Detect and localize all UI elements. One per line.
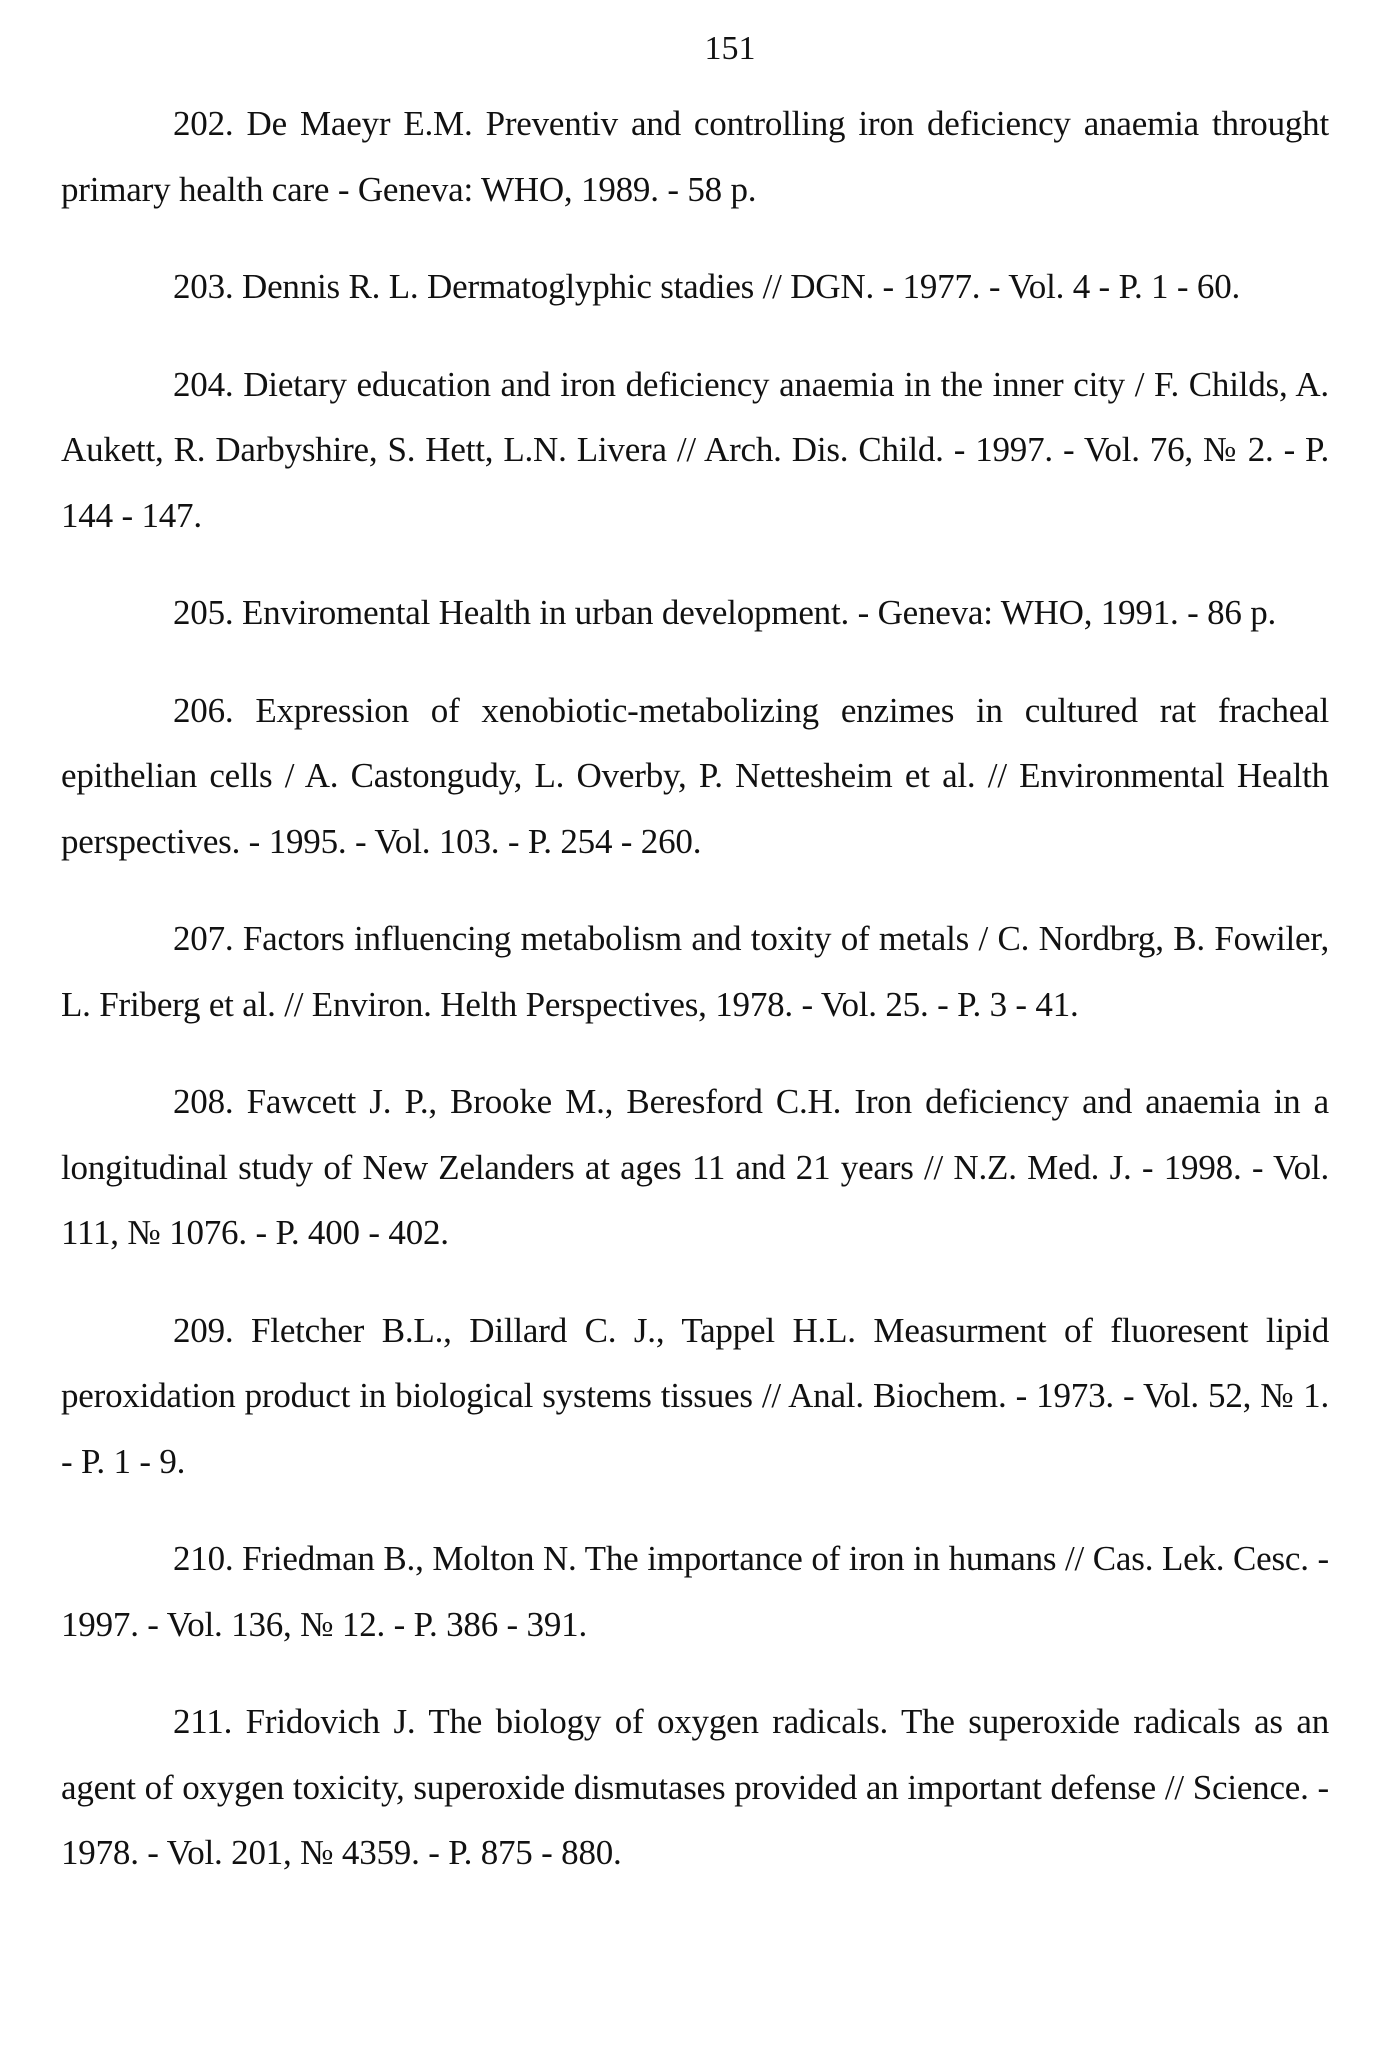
reference-item-208: 208. Fawcett J. P., Brooke M., Beresford C.H. Iron deficiency and anaemia in a longitudinal study of New Zelanders at ages 11 and 21 years // N.Z. Med. J. - 1998. - Vol. 111, № 1076. - P. 400 - 402. [61,1082,1329,1252]
reference-item-209: 209. Fletcher B.L., Dillard C. J., Tappel H.L. Measurment of fluoresent lipid peroxidation product in biological systems tissues // Anal. Biochem. - 1973. - Vol. 52, № 1. - P. 1 - 9. [61,1310,1329,1481]
reference-item-207: 207. Factors influencing metabolism and toxity of metals / C. Nordbrg, B. Fowiler, L. Friberg et al. // Environ. Helth Perspectives, 1978. - Vol. 25. - P. 3 - 41. [61,919,1329,1024]
reference-item-210: 210. Friedman B., Molton N. The importance of iron in humans // Cas. Lek. Cesc. - 1997. - Vol. 136, № 12. - P. 386 - 391. [61,1539,1329,1644]
reference-item-206: 206. Expression of xenobiotic-metabolizing enzimes in cultured rat fracheal epithelian cells / A. Castongudy, L. Overby, P. Nettesheim et al. // Environmental Health perspectives. - 1995. - Vol. 103. - P. 254 - 260. [61,690,1329,861]
reference-item-211: 211. Fridovich J. The biology of oxygen radicals. The superoxide radicals as an agent of oxygen toxicity, superoxide dismutases provided an important defense // Science. - 1978. - Vol. 201, № 4359. - P. 875 - 880. [61,1702,1329,1872]
page-number: 151 [704,30,756,67]
reference-item-204: 204. Dietary education and iron deficiency anaemia in the inner city / F. Childs, A. Aukett, R. Darbyshire, S. Hett, L.N. Livera // Arch. Dis. Child. - 1997. - Vol. 76, № 2. - P. 144 - 147. [61,364,1329,535]
reference-item-205: 205. Enviromental Health in urban development. - Geneva: WHO, 1991. - 86 p. [173,593,1277,632]
reference-list [61,91,1329,1886]
reference-item-202: 202. De Maeyr E.M. Preventiv and controlling iron deficiency anaemia throught primary health care - Geneva: WHO, 1989. - 58 p. [61,104,1329,209]
reference-item-203: 203. Dennis R. L. Dermatoglyphic stadies // DGN. - 1977. - Vol. 4 - P. 1 - 60. [173,267,1241,306]
